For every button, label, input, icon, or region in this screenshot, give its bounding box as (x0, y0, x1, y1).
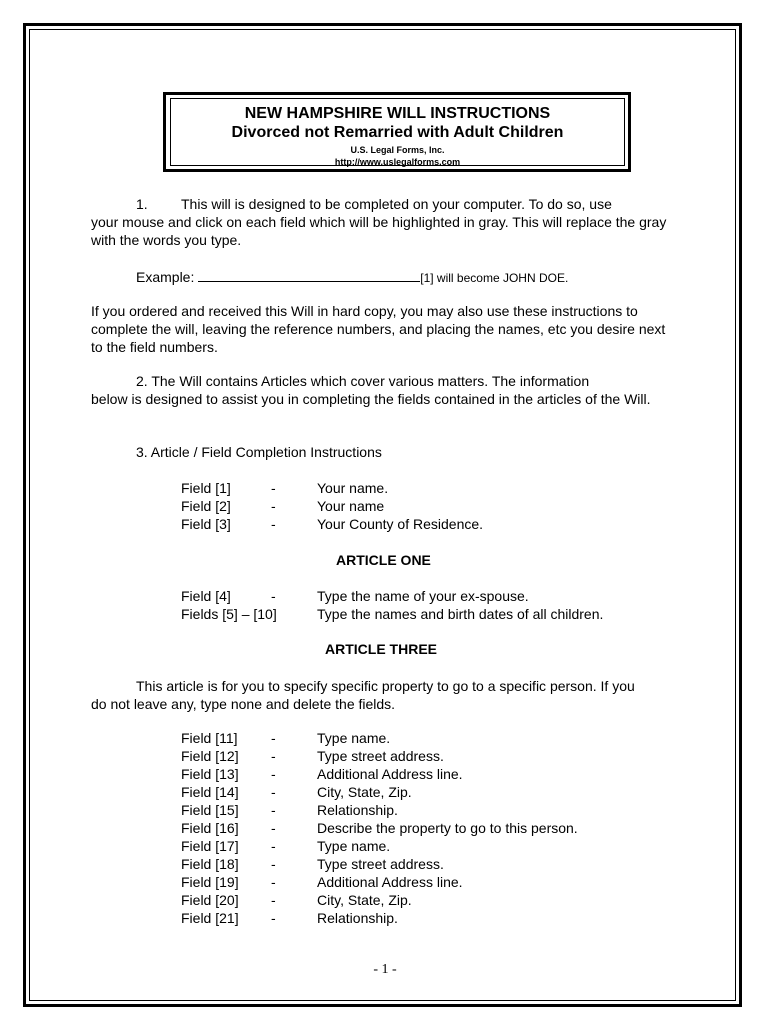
field-dash: - (271, 856, 276, 872)
example-label: Example: (136, 269, 195, 285)
paragraph-1-rest: your mouse and click on each field which will be highlighted in gray. This will replace the gray with the words you type. (91, 214, 667, 248)
field-label: Field [3] (181, 516, 231, 532)
field-description: City, State, Zip. (317, 784, 412, 800)
field-description: Additional Address line. (317, 874, 463, 890)
field-description: City, State, Zip. (317, 892, 412, 908)
field-description: Type street address. (317, 856, 444, 872)
field-dash: - (271, 802, 276, 818)
document-title: NEW HAMPSHIRE WILL INSTRUCTIONS (244, 105, 551, 122)
field-label: Fields [5] – [10] (181, 606, 277, 622)
paragraph-2-first-line: 2. The Will contains Articles which cover various matters. The information (136, 373, 590, 389)
page-number: - 1 - (373, 962, 397, 977)
field-description: Relationship. (317, 910, 398, 926)
field-description: Type street address. (317, 748, 444, 764)
paragraph-3: 3. Article / Field Completion Instructions (136, 444, 382, 460)
field-dash: - (271, 730, 276, 746)
field-description: Relationship. (317, 802, 398, 818)
field-description: Additional Address line. (317, 766, 463, 782)
field-label: Field [11] (181, 730, 238, 746)
field-dash: - (271, 588, 276, 604)
article-three-heading: ARTICLE THREE (325, 641, 437, 657)
article-three-intro-rest: do not leave any, type none and delete the fields. (91, 696, 396, 712)
field-dash: - (271, 892, 276, 908)
field-dash: - (271, 480, 276, 496)
example-line (136, 267, 568, 287)
field-label: Field [20] (181, 892, 239, 908)
field-description: Your name. (317, 480, 389, 496)
example-blank-line (198, 267, 420, 282)
field-description: Your name (317, 498, 385, 514)
example-reference: [1] will become JOHN DOE. (420, 271, 569, 285)
article-three-intro-first-line: This article is for you to specify specific property to go to a specific person. If you (136, 678, 635, 694)
company-url: http://www.uslegalforms.com (334, 157, 461, 167)
field-description: Type name. (317, 838, 391, 854)
field-dash: - (271, 766, 276, 782)
company-name: U.S. Legal Forms, Inc. (350, 145, 445, 155)
field-label: Field [19] (181, 874, 239, 890)
field-label: Field [15] (181, 802, 239, 818)
field-dash: - (271, 820, 276, 836)
field-label: Field [14] (181, 784, 239, 800)
field-label: Field [16] (181, 820, 239, 836)
field-label: Field [12] (181, 748, 239, 764)
hardcopy-paragraph: If you ordered and received this Will in hard copy, you may also use these instructions to complete the will, leaving the reference numbers, and placing the names, etc you desire next to the field numbers. (91, 303, 666, 355)
document-subtitle: Divorced not Remarried with Adult Children (231, 124, 564, 141)
field-description: Describe the property to go to this person. (317, 820, 578, 836)
field-label: Field [13] (181, 766, 239, 782)
field-dash: - (271, 910, 276, 926)
field-label: Field [18] (181, 856, 239, 872)
field-dash: - (271, 784, 276, 800)
field-dash: - (271, 874, 276, 890)
field-dash: - (271, 748, 276, 764)
field-label: Field [21] (181, 910, 239, 926)
paragraph-1-number: 1. (136, 196, 148, 212)
field-dash: - (271, 498, 276, 514)
paragraph-1-first-line: This will is designed to be completed on your computer. To do so, use (181, 196, 612, 212)
article-one-heading: ARTICLE ONE (336, 552, 431, 568)
field-label: Field [2] (181, 498, 231, 514)
field-description: Type the name of your ex-spouse. (317, 588, 529, 604)
field-description: Type the names and birth dates of all children. (317, 606, 604, 622)
field-label: Field [17] (181, 838, 239, 854)
title-box (170, 98, 625, 166)
field-label: Field [1] (181, 480, 231, 496)
field-description: Type name. (317, 730, 391, 746)
paragraph-2-rest: below is designed to assist you in completing the fields contained in the articles of the Will. (91, 391, 651, 407)
field-label: Field [4] (181, 588, 231, 604)
field-description: Your County of Residence. (317, 516, 484, 532)
field-dash: - (271, 838, 276, 854)
field-dash: - (271, 516, 276, 532)
